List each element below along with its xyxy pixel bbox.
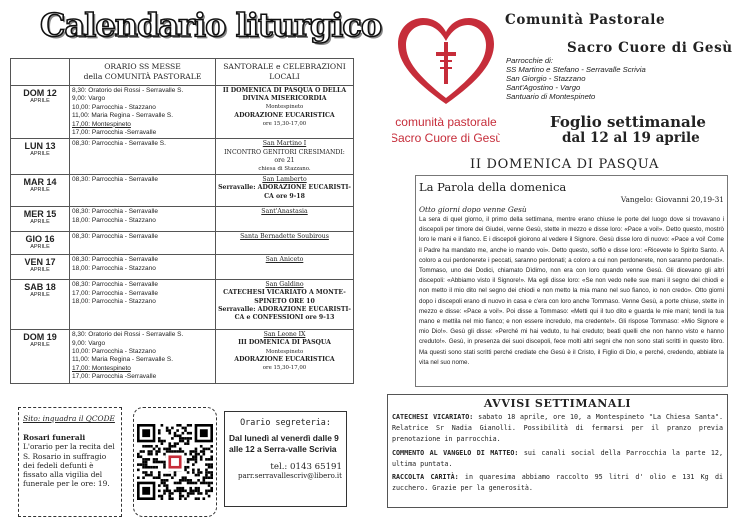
day-month: APRILE [30,187,50,194]
secretary-phone[interactable]: tel.: 0143 65191 [270,462,342,472]
mass-time: 8,30: Oratorio dei Rossi - Serravalle S. [72,87,184,94]
gospel-subtitle: Otto giorni dopo venne Gesù [419,205,527,214]
parish-line: Parrocchie di: [506,56,553,65]
day-name: SAB 18 [24,282,56,293]
saint-line: San Galdino [265,281,304,289]
mass-time: 17,00: Parrocchia -Serravalle [72,129,157,137]
saints-header-line2: LOCALI [269,72,300,81]
notices-box [387,394,728,508]
info-box [18,407,122,517]
gospel-reference: Vangelo: Giovanni 20,19-31 [620,195,724,204]
table-header-saints [216,59,354,86]
mass-time: 17,00: Montespineto [72,120,131,128]
saints-cell [216,175,354,207]
notice-item [392,472,723,494]
day-cell [11,280,70,330]
masses-cell [70,86,216,139]
calendar-title: Calendario liturgico [40,6,382,44]
calendar-table [10,58,354,384]
logo-text-line2: Sacro Cuore di Gesù [392,131,500,145]
notices-title: AVVISI SETTIMANALI [483,397,632,410]
saints-cell [216,280,354,330]
saints-cell [216,139,354,175]
saints-cell [216,232,354,255]
notice-text: sabato 18 aprile, ore 10, a Montespineto "La Chiesa Santa". Relatrice Sr Nadia Gianolli. Possibilità di fermarsi per il pranzo previa prenotazione in parrocchia. [392,413,723,444]
saint-line: Santa Bernadette Soubirous [240,233,329,241]
day-cell [11,175,70,207]
notice-item [392,448,723,470]
day-month: APRILE [30,98,50,104]
mass-time: 08,30: Parrocchia - Serravalle [72,256,158,264]
table-header-empty [11,59,70,86]
mass-time: 08,30: Parrocchia - Serravalle [72,208,158,216]
weekly-title: Foglio settimanale [550,113,706,131]
notice-text: in quaresima abbiamo raccolto 95 litri d' olio e 131 Kg di zucchero. Grazie per la generosità. [392,473,724,493]
sacred-heart-logo-icon [392,12,500,152]
mass-time: 17,00: Montespineto [72,364,131,372]
table-row [11,175,354,207]
day-cell [11,86,70,139]
saint-line: II DOMENICA DI PASQUA O DELLA [222,87,347,94]
day-name: LUN 13 [24,141,56,152]
secretary-email[interactable]: parr.serravallescriv@libero.it [237,472,342,480]
table-row [11,139,354,175]
masses-cell [70,175,216,207]
logo-text-line1: comunità pastorale [395,115,497,129]
mass-time: 08,30: Parrocchia - Serravalle S. [72,140,166,148]
table-header-masses [70,59,216,86]
mass-time: 08,30: Parrocchia - Serravalle [72,233,158,241]
mass-time: 9,00: Vargo [72,339,106,347]
table-row [11,330,354,383]
masses-cell [70,207,216,232]
masses-cell [70,280,216,330]
community-title: Comunità Pastorale [505,12,666,28]
notice-label: COMMENTO AL VANGELO DI MATTEO: [392,448,519,457]
parish-line: SS Martino e Stefano - Serravalle Scrivia [506,65,646,74]
mass-time: 17,00: Parrocchia -Serravalle [72,373,157,381]
table-row [11,86,354,139]
mass-time: 18,00: Parrocchia - Stazzano [72,216,156,224]
funeral-title: Rosari funerali [23,433,86,443]
table-row [11,280,354,330]
saint-line: CA ore 9-18 [264,192,305,200]
secretary-box [224,411,347,507]
saint-line: ADORAZIONE EUCARISTICA [234,111,335,119]
mass-time: 9,00: Vargo [72,95,106,103]
masses-cell [70,232,216,255]
day-name: GIO 16 [25,234,55,245]
notice-item [392,412,723,446]
saint-line: SPINETO ORE 10 [254,297,315,305]
parish-line: San Giorgio - Stazzano [506,74,586,83]
masses-header-line2: della COMUNITÀ PASTORALE [83,72,202,81]
day-month: APRILE [30,219,50,226]
saint-line: DIVINA MISERICORDIA [242,95,327,103]
mass-time: 18,00: Parrocchia - Stazzano [72,264,156,272]
gospel-text: La sera di quel giorno, il primo della settimana, mentre erano chiuse le porte del luogo dove si trovavano i discepoli per timore dei Giudei, venne Gesù, stette in mezzo e disse loro: «Pace a voi!». Detto questo, mostrò loro le mani e il fianco. E i discepoli gioirono al vedere il Signore. Gesù disse loro di nuovo: «Pace a voi! Come il Padre ha mandato me, anche io mando voi». Detto questo, soffiò e disse loro: «Ricevete lo Spirito Santo. A coloro a cui perdonerete i peccati, saranno perdonati; a coloro a cui non perdonerete, non saranno perdonati». Tommaso, uno dei Dodici, chiamato Dìdimo, non era con loro quando venne Gesù. Gli dicevano gli altri discepoli: «Abbiamo visto il Signore!». Ma egli disse loro: «Se non vedo nelle sue mani il segno dei chiodi e non metto il mio dito nel segno dei chiodi e non metto la mia mano nel suo fianco, io non credo». Otto giorni dopo i discepoli erano di nuovo in casa e c'era con loro anche Tommaso. Venne Gesù, a porte chiuse, stette in mezzo e disse: «Pace a voi!». Poi disse a Tommaso: «Metti qui il tuo dito e guarda le mie mani; tendi la tua mano e mettila nel mio fianco; e non essere incredulo, ma credente!». Gli rispose Tommaso: «Mio Signore e mio Dio!». Gesù gli disse: «Perché mi hai veduto, tu hai creduto; beati quelli che non hanno visto e hanno creduto!». Gesù, in presenza dei suoi discepoli, fece molti altri segni che non sono stati scritti in questo libro. Ma questi sono stati scritti perché crediate che Gesù è il Cristo, il Figlio di Dio, e perché, credendo, abbiate la vita nel suo nome. [419,216,724,366]
qr-code-box[interactable] [133,407,217,517]
saint-line: Montespineto [265,104,304,111]
saints-header-line1: SANTORALE e CELEBRAZIONI [223,62,346,71]
mass-time: 10,00: Parrocchia - Stazzano [72,103,156,111]
day-cell [11,232,70,255]
secretary-hours: Dal lunedì al venerdì dalle 9 alle 12 a Serra-valle Scrivia [229,433,339,454]
word-title: La Parola della domenica [419,180,567,194]
day-name: DOM 19 [23,332,57,343]
parishes-list [506,56,731,101]
funeral-text: L'orario per la recita del S. Rosario in suffragio dei fedeli defunti è fissato alla vigilia del funerale per le ore: 19. [23,442,115,489]
saint-line: CA e CONFESSIONI ore 9-13 [234,314,335,322]
saint-line: Serravalle: ADORAZIONE EUCARISTI- [218,184,351,192]
day-name: VEN 17 [24,257,56,268]
day-name: MER 15 [23,209,57,220]
masses-cell [70,255,216,280]
saint-line: San Aniceto [265,256,304,264]
day-name: MAR 14 [23,177,57,188]
mass-time: 08,30: Parrocchia - Serravalle [72,176,158,184]
saint-line: San Leone IX [263,331,306,339]
day-month: APRILE [30,267,50,274]
parish-line: Santuario di Montespineto [506,92,596,101]
mass-time: 11,00: Maria Regina - Serravalle S. [72,112,174,120]
saint-line: San Lamberto [262,176,307,184]
saint-line: ADORAZIONE EUCARISTICA [234,355,335,363]
day-month: APRILE [30,292,50,299]
saints-cell [216,255,354,280]
day-month: APRILE [30,151,50,158]
day-month: APRILE [30,244,50,251]
day-cell [11,207,70,232]
masses-cell [70,139,216,175]
mass-time: 11,00: Maria Regina - Serravalle S. [72,356,174,364]
day-month: APRILE [30,342,50,349]
saints-cell [216,86,354,139]
saints-cell [216,330,354,383]
notice-label: RACCOLTA CARITÀ: [392,473,459,482]
day-cell [11,330,70,383]
saint-line: Sant'Anastasia [261,208,308,216]
secretary-title: Orario segreteria: [240,417,331,427]
saint-line: III DOMENICA DI PASQUA [238,339,331,347]
saint-line: San Martino I [262,140,307,148]
mass-time: 18,00: Parrocchia - Stazzano [72,298,156,306]
saint-line: CATECHESI VICARIATO A MONTE- [223,289,346,297]
day-cell [11,255,70,280]
mass-time: 17,00: Parrocchia - Serravalle [72,289,158,297]
notice-label: CATECHESI VICARIATO: [392,413,474,421]
parish-line: Sant'Agostino - Vargo [506,83,581,92]
day-cell [11,139,70,175]
saint-line: chiesa di Stazzano. [258,166,311,173]
notice-text: sui canali social della Parrocchia la parte 12, ultima puntata. [392,448,723,468]
qr-code-icon[interactable] [137,424,213,500]
mass-time: 8,30: Oratorio dei Rossi - Serravalle S. [72,331,184,339]
word-of-sunday-box [415,175,728,387]
site-label[interactable]: Sito: inquadra il QCODE [23,414,115,423]
saint-line: INCONTRO GENITORI CRESIMANDI: ore 21 [224,148,345,164]
saints-cell [216,207,354,232]
table-row [11,207,354,232]
calendar-body [11,86,354,384]
mass-time: 08,30: Parrocchia - Serravalle [72,281,158,289]
community-subtitle: Sacro Cuore di Gesù [567,40,733,56]
day-name: DOM 12 [23,88,57,98]
parish-logo [392,12,500,152]
saint-line: Montespineto [265,348,304,355]
mass-time: 10,00: Parrocchia - Stazzano [72,348,156,356]
table-row [11,232,354,255]
saint-line: ore 15,30-17,00 [262,365,307,372]
masses-header-line1: ORARIO SS MESSE [104,62,181,71]
saint-line: ore 15,30-17,00 [262,120,307,127]
saint-line: Serravalle: ADORAZIONE EUCARISTI- [218,305,351,313]
masses-cell [70,330,216,383]
table-row [11,255,354,280]
sunday-title: II DOMENICA DI PASQUA [470,157,660,172]
weekly-dates: dal 12 al 19 aprile [562,130,700,146]
